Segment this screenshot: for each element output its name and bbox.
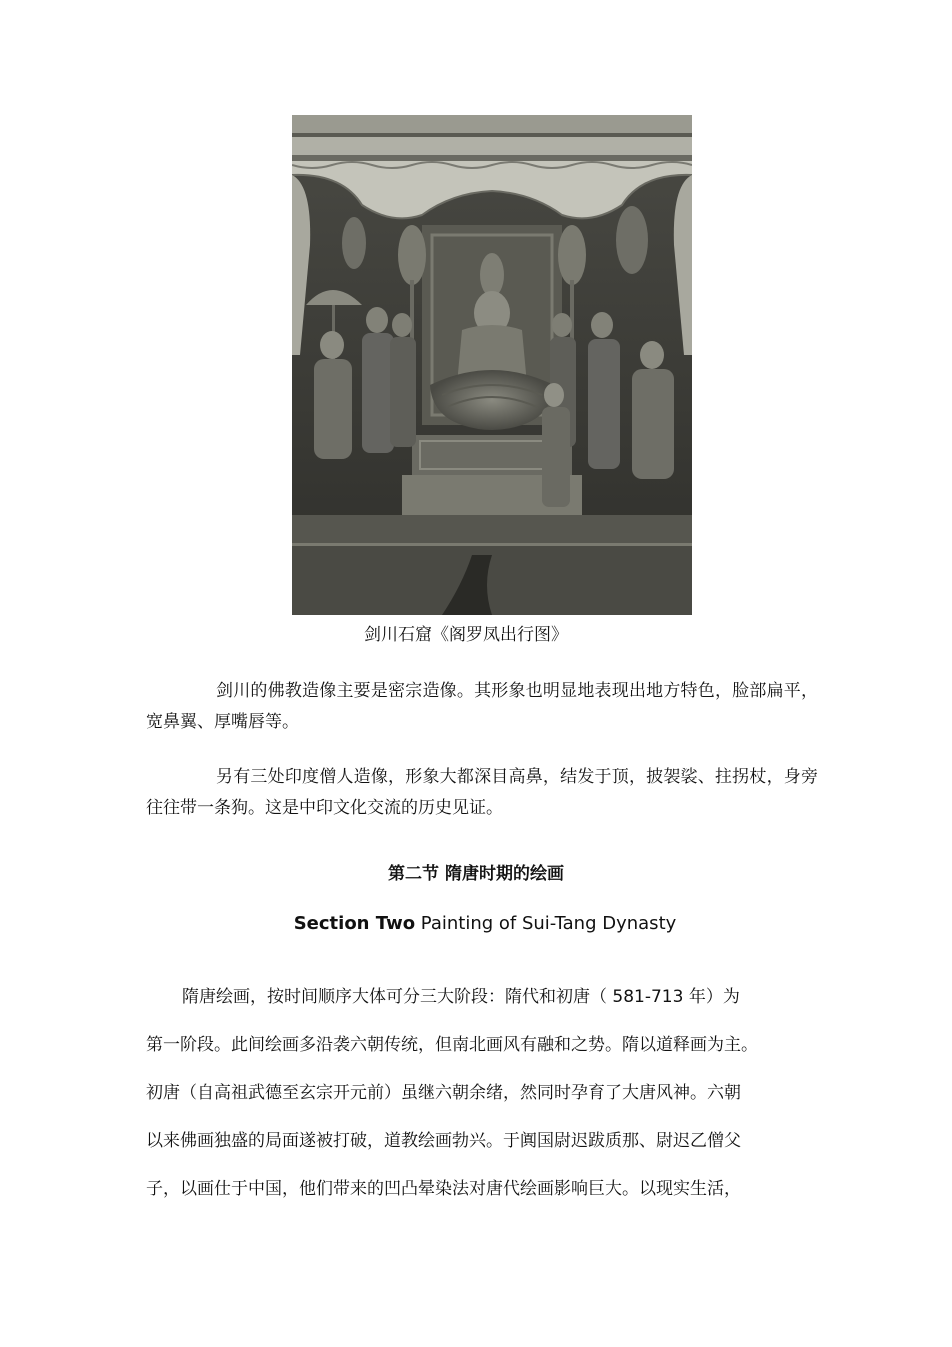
cave-relief-photo <box>292 115 692 615</box>
body-line: 子，以画仕于中国，他们带来的凹凸晕染法对唐代绘画影响巨大。以现实生活， <box>146 1179 741 1199</box>
relief-illustration <box>292 115 692 615</box>
section-title-chinese: 第二节 隋唐时期的绘画 <box>388 864 564 884</box>
paragraph-indian-monks: 另有三处印度僧人造像，形象大都深目高鼻，结发于顶，披袈裟、拄拐杖，身旁往往带一条狗。这是中印文化交流的历史见证。 <box>146 767 818 818</box>
body-line: 第一阶段。此间绘画多沿袭六朝传统，但南北画风有融和之势。隋以道释画为主。 <box>146 1035 758 1055</box>
body-line: 以来佛画独盛的局面遂被打破，道教绘画勃兴。于阗国尉迟跋质那、尉迟乙僧父 <box>146 1131 741 1151</box>
sui-tang-body-text <box>146 980 818 1220</box>
figure-caption: 剑川石窟《阁罗凤出行图》 <box>364 625 568 645</box>
section-title-english <box>0 912 952 936</box>
paragraph-tantric-statues: 剑川的佛教造像主要是密宗造像。其形象也明显地表现出地方特色，脸部扁平，宽鼻翼、厚嘴唇等。 <box>146 681 818 732</box>
body-line: 隋唐绘画，按时间顺序大体可分三大阶段：隋代和初唐（ 581-713 年）为 <box>182 987 740 1007</box>
body-line: 初唐（自高祖武德至玄宗开元前）虽继六朝余绪，然同时孕育了大唐风神。六朝 <box>146 1083 741 1103</box>
section-title-english-bold: Section Two <box>293 913 416 934</box>
section-title-english-rest: Painting of Sui-Tang Dynasty <box>415 913 677 934</box>
